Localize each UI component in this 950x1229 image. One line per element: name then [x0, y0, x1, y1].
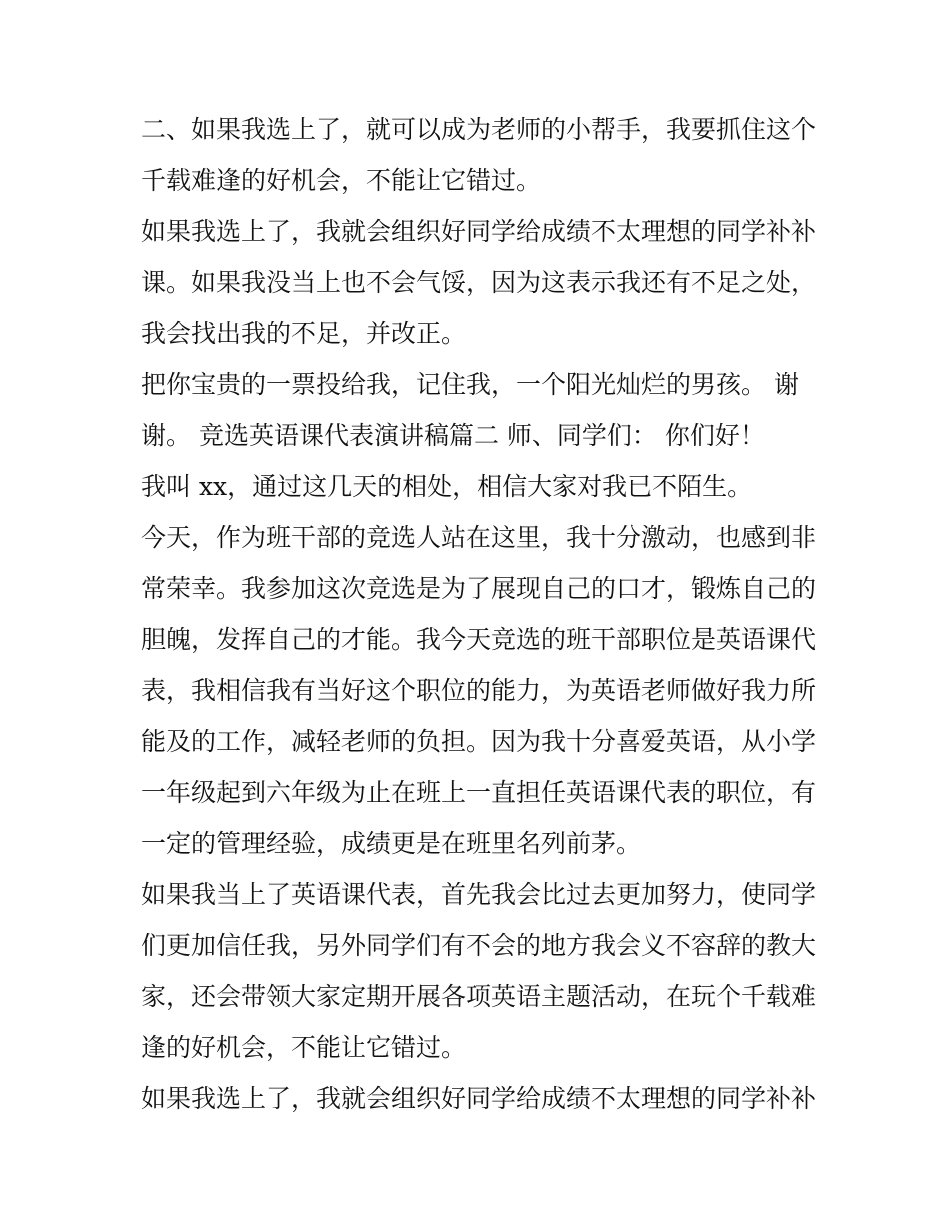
text-line-9: 今天，作为班干部的竞选人站在这里，我十分激动，也感到非: [141, 523, 817, 552]
text-line-18: 家，还会带领大家定期开展各项英语主题活动，在玩个千载难: [141, 982, 817, 1011]
document-body: [141, 104, 821, 1124]
text-line-19: 逢的好机会，不能让它错过。: [141, 1033, 467, 1062]
text-line-17: 们更加信任我，另外同学们有不会的地方我会义不容辞的教大: [141, 931, 817, 960]
text-line-8: 我叫 xx，通过这几天的相处，相信大家对我已不陌生。: [141, 472, 753, 501]
text-line-13: 能及的工作，减轻老师的负担。因为我十分喜爱英语，从小学: [141, 727, 817, 756]
text-line-12: 表，我相信我有当好这个职位的能力，为英语老师做好我力所: [141, 676, 817, 705]
text-line-10: 常荣幸。我参加这次竞选是为了展现自己的口才，锻炼自己的: [141, 574, 817, 603]
text-line-16: 如果我当上了英语课代表，首先我会比过去更加努力，使同学: [141, 880, 817, 909]
text-line-14: 一年级起到六年级为止在班上一直担任英语课代表的职位，有: [141, 778, 817, 807]
text-line-1: 二、如果我选上了，就可以成为老师的小帮手，我要抓住这个: [141, 115, 817, 144]
text-line-11: 胆魄，发挥自己的才能。我今天竞选的班干部职位是英语课代: [141, 625, 817, 654]
text-line-5: 我会找出我的不足，并改正。: [141, 319, 467, 348]
text-line-3: 如果我选上了，我就会组织好同学给成绩不太理想的同学补补: [141, 217, 817, 246]
text-line-15: 一定的管理经验，成绩更是在班里名列前茅。: [141, 829, 642, 858]
text-line-2: 千载难逢的好机会，不能让它错过。: [141, 166, 542, 195]
text-line-4: 课。如果我没当上也不会气馁，因为这表示我还有不足之处，: [141, 268, 817, 297]
text-line-6: 把你宝贵的一票投给我，记住我，一个阳光灿烂的男孩。 谢: [141, 370, 799, 399]
text-line-7: 谢。 竞选英语课代表演讲稿篇二 师、同学们： 你们好！: [141, 421, 765, 450]
text-line-20: 如果我选上了，我就会组织好同学给成绩不太理想的同学补补: [141, 1084, 817, 1113]
